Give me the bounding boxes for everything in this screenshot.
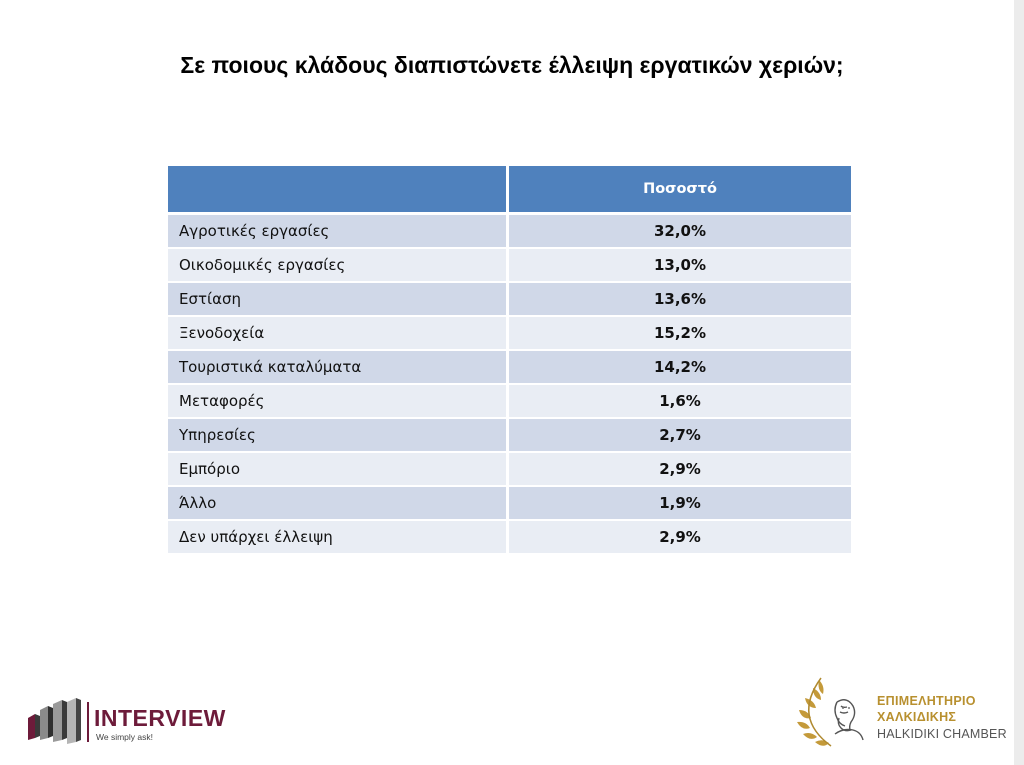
table-row (168, 419, 851, 453)
row-label: Αγροτικές εργασίες (168, 215, 509, 249)
row-value: 14,2% (509, 351, 851, 385)
table-row (168, 249, 851, 283)
row-value: 1,6% (509, 385, 851, 419)
chamber-logo-line2: ΧΑΛΚΙΔΙΚΗΣ (877, 710, 957, 724)
chamber-logo-line3: HALKIDIKI CHAMBER (877, 727, 1007, 741)
row-value: 2,9% (509, 521, 851, 555)
table-header-row (168, 166, 851, 215)
row-value: 15,2% (509, 317, 851, 351)
row-value: 1,9% (509, 487, 851, 521)
interview-divider (87, 702, 89, 742)
row-label: Άλλο (168, 487, 509, 521)
row-label: Ξενοδοχεία (168, 317, 509, 351)
row-value: 32,0% (509, 215, 851, 249)
header-cell-category (168, 166, 509, 215)
header-cell-percentage: Ποσοστό (509, 166, 851, 215)
table-row (168, 317, 851, 351)
chamber-logo-line1: ΕΠΙΜΕΛΗΤΗΡΙΟ (877, 694, 976, 708)
data-table (168, 166, 851, 555)
row-label: Τουριστικά καταλύματα (168, 351, 509, 385)
row-label: Δεν υπάρχει έλλειψη (168, 521, 509, 555)
row-label: Εστίαση (168, 283, 509, 317)
row-value: 13,6% (509, 283, 851, 317)
table-row (168, 521, 851, 555)
slide-edge (1014, 0, 1024, 765)
table-row (168, 453, 851, 487)
row-value: 13,0% (509, 249, 851, 283)
row-value: 2,7% (509, 419, 851, 453)
row-label: Οικοδομικές εργασίες (168, 249, 509, 283)
interview-logo-tagline: We simply ask! (96, 732, 153, 742)
table-row (168, 215, 851, 249)
row-label: Υπηρεσίες (168, 419, 509, 453)
table-row (168, 351, 851, 385)
table-row (168, 385, 851, 419)
interview-logo-name: INTERVIEW (94, 705, 226, 731)
row-label: Μεταφορές (168, 385, 509, 419)
row-value: 2,9% (509, 453, 851, 487)
table-row (168, 283, 851, 317)
row-label: Εμπόριο (168, 453, 509, 487)
slide-title: Σε ποιους κλάδους διαπιστώνετε έλλειψη εργατικών χεριών; (180, 52, 844, 78)
laurel-bust-emblem-icon (791, 672, 871, 750)
table-row (168, 487, 851, 521)
bars-logo-icon (26, 696, 86, 748)
